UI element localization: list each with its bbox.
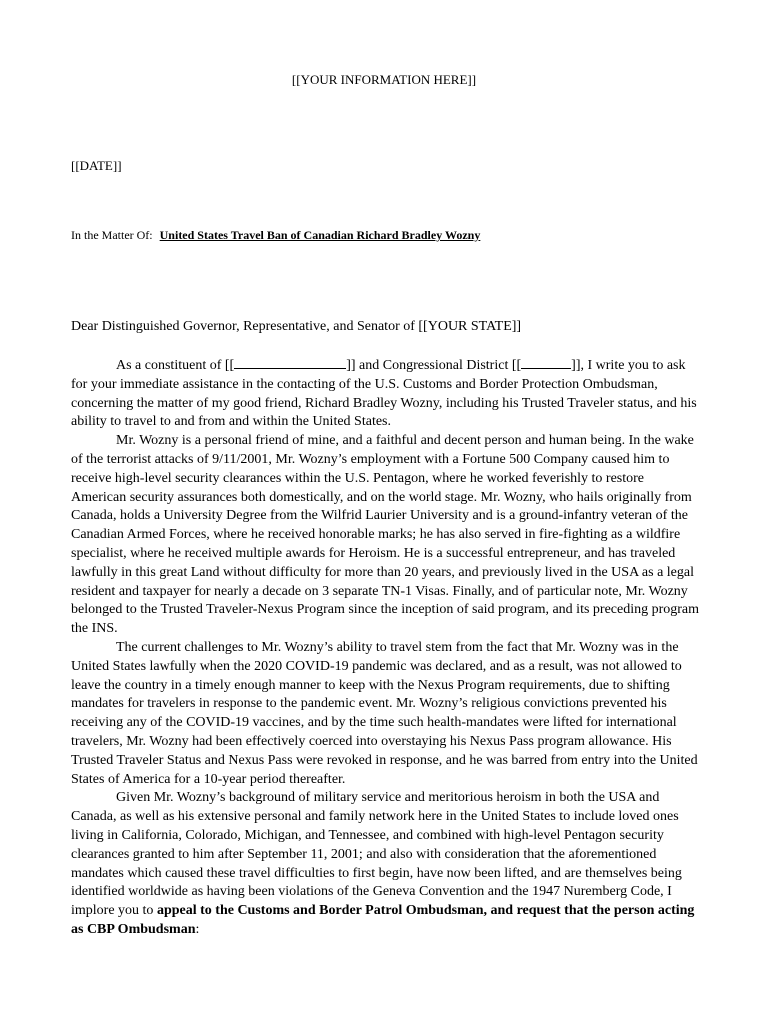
paragraph-4-part-a: Given Mr. Wozny’s background of military service and meritorious heroism in both the USA and Canada, as well as his extensive personal and family network here in the United States to include loved ones living in California, Colorado, Michigan, and Tennessee, and combined with high-level Pentagon security clearances granted to him after September 11, 2001; and also with consideration that the aforementioned mandates which caused these travel difficulties to first begin, have now been lifted, and are themselves being identified worldwide as having been violations of the Geneva Convention and the 1947 Nuremberg Code, I implore you to <box>71 790 682 919</box>
paragraph-4-part-c: : <box>195 921 200 937</box>
paragraph-4-bold-request: appeal to the Customs and Border Patrol Ombudsman, and request that the person acting as CBP Ombudsman <box>71 903 695 937</box>
paragraph-1 <box>71 356 701 432</box>
paragraph-1-part-c: ]], I write you to ask for your immediate assistance in the contacting of the U.S. Customs and Border Protection Ombudsman, concerning the matter of my good friend, Richard Bradley Wozny, including his Trusted Traveler status, and his ability to travel to and from and within the United States. <box>71 358 697 430</box>
letter-body <box>71 356 701 940</box>
matter-subject: United States Travel Ban of Canadian Richard Bradley Wozny <box>159 228 481 242</box>
date-placeholder: [[DATE]] <box>71 158 122 173</box>
paragraph-3: The current challenges to Mr. Wozny’s ability to travel stem from the fact that Mr. Wozny was in the United States lawfully when the 2020 COVID-19 pandemic was declared, and as a result, was not allowed to leave the country in a timely enough manner to keep with the Nexus Program requirements, due to shifting mandates for travelers in response to the pandemic event. Mr. Wozny’s religious convictions prevented his receiving any of the COVID-19 vaccines, and by the time such health-mandates were lifted for international travelers, Mr. Wozny had been effectively coerced into overstaying his Nexus Pass program allowance. His Trusted Traveler Status and Nexus Pass were revoked in response, and he was barred from entry into the United States of America for a 10-year period thereafter. <box>71 639 698 787</box>
matter-line <box>71 228 480 243</box>
paragraph-2: Mr. Wozny is a personal friend of mine, and a faithful and decent person and human being. In the wake of the terrorist attacks of 9/11/2001, Mr. Wozny’s employment with a Fortune 500 Company caused him to receive high-level security clearances within the U.S. Pentagon, where he worked feverishly to restore American security assurances both domestically, and on the world stage. Mr. Wozny, who hails originally from Canada, holds a University Degree from the Wilfrid Laurier University and is a ground-infantry veteran of the Canadian Armed Forces, where he received honorable marks; he has also served in fire-fighting as a wildfire specialist, where he received multiple awards for Heroism. He is a successful entrepreneur, and has traveled lawfully in this great Land without difficulty for more than 20 years, and previously lived in the USA as a legal resident and taxpayer for nearly a decade on 3 separate TN-1 Visas. Finally, and of particular note, Mr. Wozny belonged to the Trusted Traveler-Nexus Program since the inception of said program, and its preceding program the INS. <box>71 433 700 637</box>
salutation: Dear Distinguished Governor, Representative, and Senator of [[YOUR STATE]] <box>71 319 522 334</box>
paragraph-1-part-b: ]] and Congressional District [[ <box>346 358 522 373</box>
constituent-blank <box>234 356 346 369</box>
district-blank <box>521 356 571 369</box>
matter-label: In the Matter Of: <box>71 228 153 242</box>
paragraph-1-part-a: As a constituent of [[ <box>116 358 235 373</box>
sender-info-placeholder: [[YOUR INFORMATION HERE]] <box>291 72 477 87</box>
paragraph-4 <box>71 789 701 939</box>
